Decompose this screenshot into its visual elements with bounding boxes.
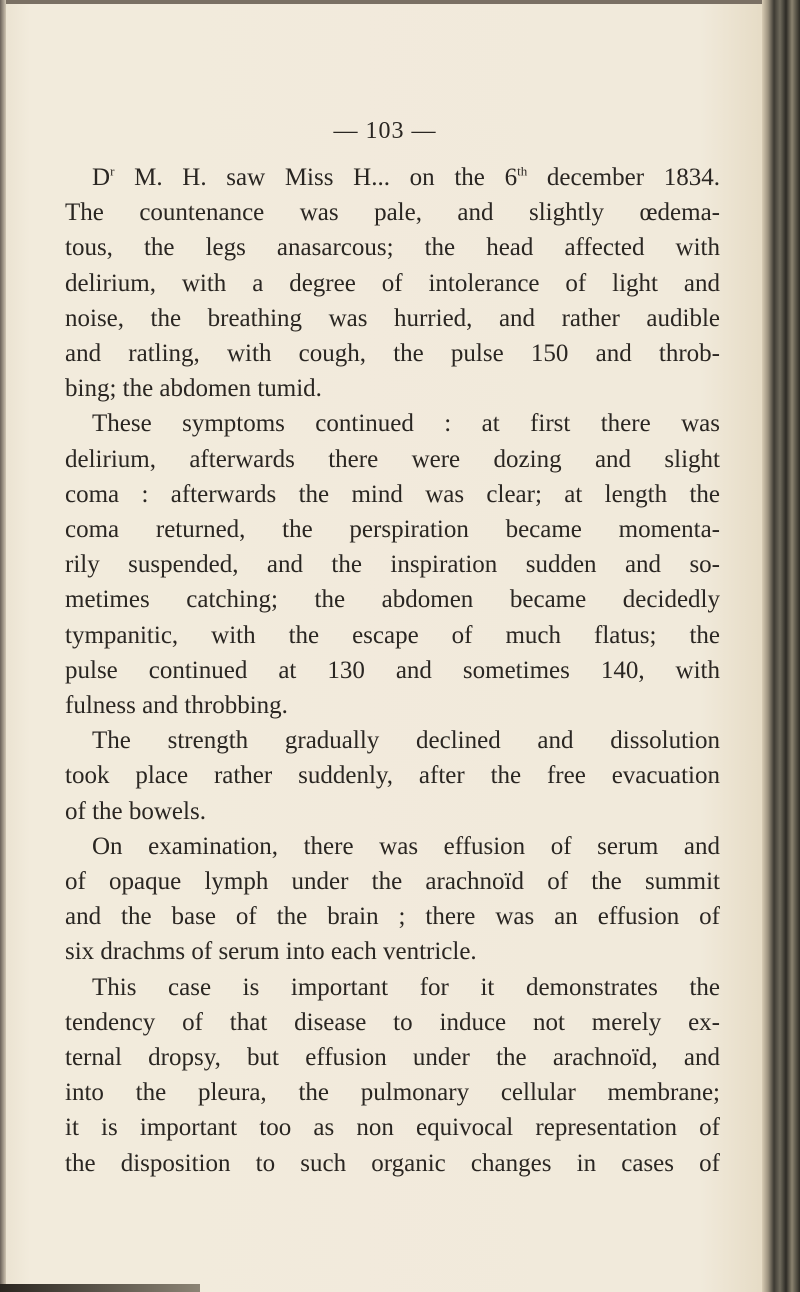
text-line: six drachms of serum into each ventricle. <box>65 938 477 966</box>
book-spine <box>762 0 800 1292</box>
text-line: The countenance was pale, and slightly œdema- <box>65 199 720 227</box>
text-line: On examination, there was effusion of serum and <box>92 832 720 860</box>
text-line: These symptoms continued : at first there was <box>92 410 720 438</box>
text-line: ternal dropsy, but effusion under the arachnoïd, and <box>65 1044 720 1072</box>
text-line: the disposition to such organic changes in cases of <box>65 1149 720 1177</box>
text-line: tendency of that disease to induce not merely ex- <box>65 1008 720 1036</box>
text-line: $D^r$ M. H. saw Miss H... on the 6th december 1834. <box>92 163 720 191</box>
text-line: coma : afterwards the mind was clear; at length the <box>65 480 720 508</box>
page-bottom-shadow <box>0 1284 200 1292</box>
text-line: The strength gradually declined and dissolution <box>92 727 720 755</box>
text-line: bing; the abdomen tumid. <box>65 375 322 403</box>
text-line: took place rather suddenly, after the free evacuation <box>65 762 720 790</box>
page-number: — 103 — <box>333 118 437 144</box>
text-line: rily suspended, and the inspiration sudden and so- <box>65 551 720 579</box>
text-line: This case is important for it demonstrates the <box>92 973 720 1001</box>
text-line: metimes catching; the abdomen became decidedly <box>65 586 720 614</box>
text-line: into the pleura, the pulmonary cellular membrane; <box>65 1079 720 1107</box>
text-line: pulse continued at 130 and sometimes 140, with <box>65 656 720 684</box>
text-line: coma returned, the perspiration became momenta- <box>65 516 720 544</box>
page-top-edge <box>0 0 800 4</box>
body-text <box>65 160 720 1181</box>
text-line: delirium, afterwards there were dozing and slight <box>65 445 720 473</box>
text-line: and ratling, with cough, the pulse 150 and throb- <box>65 340 720 368</box>
text-line: of the bowels. <box>65 797 206 825</box>
text-line: tympanitic, with the escape of much flatus; the <box>65 621 720 649</box>
text-line: tous, the legs anasarcous; the head affected with <box>65 234 720 262</box>
text-line: and the base of the brain ; there was an effusion of <box>65 903 720 931</box>
text-line: of opaque lymph under the arachnoïd of the summit <box>65 868 720 896</box>
text-line: it is important too as non equivocal representation of <box>65 1114 720 1142</box>
page-left-edge <box>0 0 6 1292</box>
text-line: delirium, with a degree of intolerance of light and <box>65 269 720 297</box>
text-line: fulness and throbbing. <box>65 692 288 720</box>
text-line: noise, the breathing was hurried, and rather audible <box>65 304 720 332</box>
